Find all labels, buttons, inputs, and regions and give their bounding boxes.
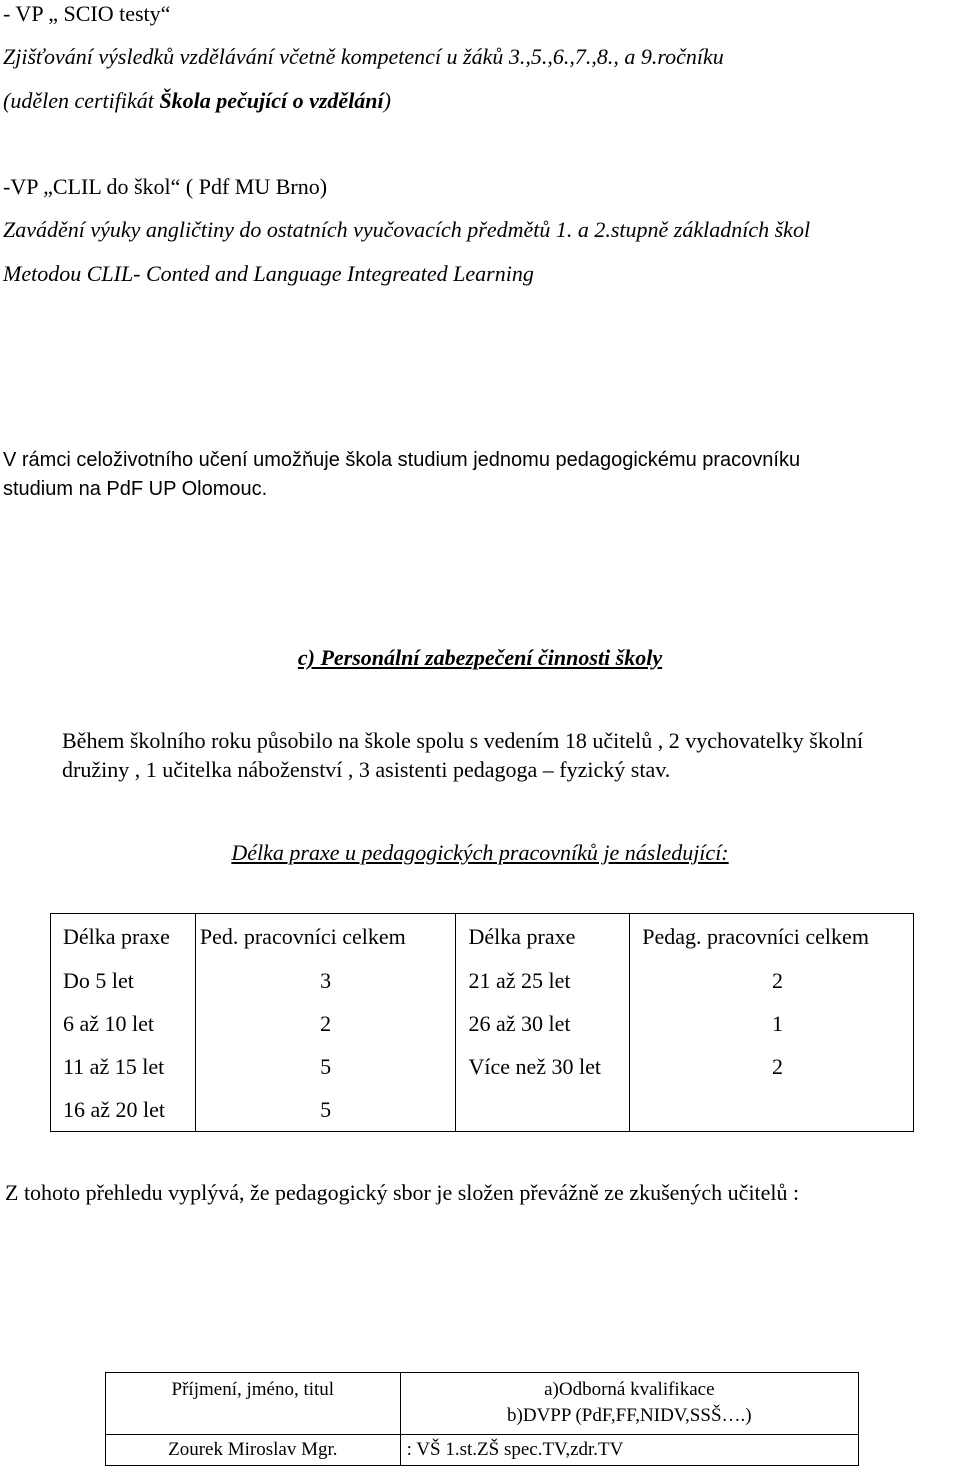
lifelong-line-1: V rámci celoživotního učení umožňuje škola studium jednomu pedagogickému pracovníku — [3, 449, 801, 471]
table-row — [51, 1088, 914, 1132]
clil-method: Metodou CLIL- Conted and Language Integreated Learning — [3, 261, 534, 286]
staff-table — [105, 1372, 859, 1466]
header-qualification-line-1: a)Odborná kvalifikace — [544, 1379, 715, 1400]
table-cell: Více než 30 let — [456, 1045, 630, 1088]
table-row — [106, 1373, 859, 1435]
table-cell — [630, 1088, 914, 1132]
table-cell: 5 — [195, 1045, 456, 1088]
table-cell: 26 až 30 let — [456, 1002, 630, 1045]
table-row — [51, 959, 914, 1002]
table-cell: 16 až 20 let — [51, 1088, 196, 1132]
header-cell: Délka praxe — [51, 914, 196, 960]
table-row — [51, 914, 914, 960]
practice-heading: Délka praxe u pedagogických pracovníků je následující: — [231, 840, 729, 865]
scio-certificate-name: Škola pečující o vzdělání — [159, 88, 384, 113]
header-cell-qualification — [400, 1373, 858, 1435]
staff-paragraph-line-2: družiny , 1 učitelka náboženství , 3 asistenti pedagoga – fyzický stav. — [62, 757, 671, 782]
table-row — [51, 1045, 914, 1088]
staff-name-cell: Zourek Miroslav Mgr. — [106, 1435, 401, 1466]
practice-table — [50, 913, 914, 1132]
table-row — [51, 1002, 914, 1045]
table-cell: Do 5 let — [51, 959, 196, 1002]
scio-certificate — [3, 90, 391, 112]
staff-qualification-cell: : VŠ 1.st.ZŠ spec.TV,zdr.TV — [400, 1435, 858, 1466]
table-cell: 1 — [630, 1002, 914, 1045]
staff-paragraph-line-1: Během školního roku působilo na škole spolu s vedením 18 učitelů , 2 vychovatelky školní — [62, 728, 864, 753]
table-cell: 11 až 15 let — [51, 1045, 196, 1088]
header-cell: Pedag. pracovníci celkem — [630, 914, 914, 960]
header-qualification-line-2: b)DVPP (PdF,FF,NIDV,SSŠ….) — [507, 1404, 752, 1426]
table-cell — [456, 1088, 630, 1132]
lifelong-line-2: studium na PdF UP Olomouc. — [3, 478, 268, 500]
header-cell-name: Příjmení, jméno, titul — [106, 1373, 401, 1435]
header-cell: Ped. pracovníci celkem — [195, 914, 456, 960]
scio-certificate-prefix: (udělen certifikát — [3, 88, 160, 113]
section-c-title: c) Personální zabezpečení činnosti školy — [297, 645, 663, 670]
table-cell: 2 — [630, 1045, 914, 1088]
table-cell: 2 — [195, 1002, 456, 1045]
table-cell: 5 — [195, 1088, 456, 1132]
table-cell: 21 až 25 let — [456, 959, 630, 1002]
table-cell: 3 — [195, 959, 456, 1002]
clil-description: Zavádění výuky angličtiny do ostatních vyučovacích předmětů 1. a 2.stupně základních škol — [3, 217, 811, 242]
table-cell: 2 — [630, 959, 914, 1002]
scio-description: Zjišťování výsledků vzdělávání včetně kompetencí u žáků 3.,5.,6.,7.,8., a 9.ročníku — [3, 44, 724, 69]
scio-certificate-suffix: ) — [383, 88, 391, 113]
scio-heading: - VP „ SCIO testy“ — [3, 1, 171, 26]
table-row — [106, 1435, 859, 1466]
conclusion-text: Z tohoto přehledu vyplývá, že pedagogický sbor je složen převážně ze zkušených učitelů : — [5, 1180, 800, 1205]
clil-heading: -VP „CLIL do škol“ ( Pdf MU Brno) — [3, 174, 328, 199]
table-cell: 6 až 10 let — [51, 1002, 196, 1045]
header-cell: Délka praxe — [456, 914, 630, 960]
